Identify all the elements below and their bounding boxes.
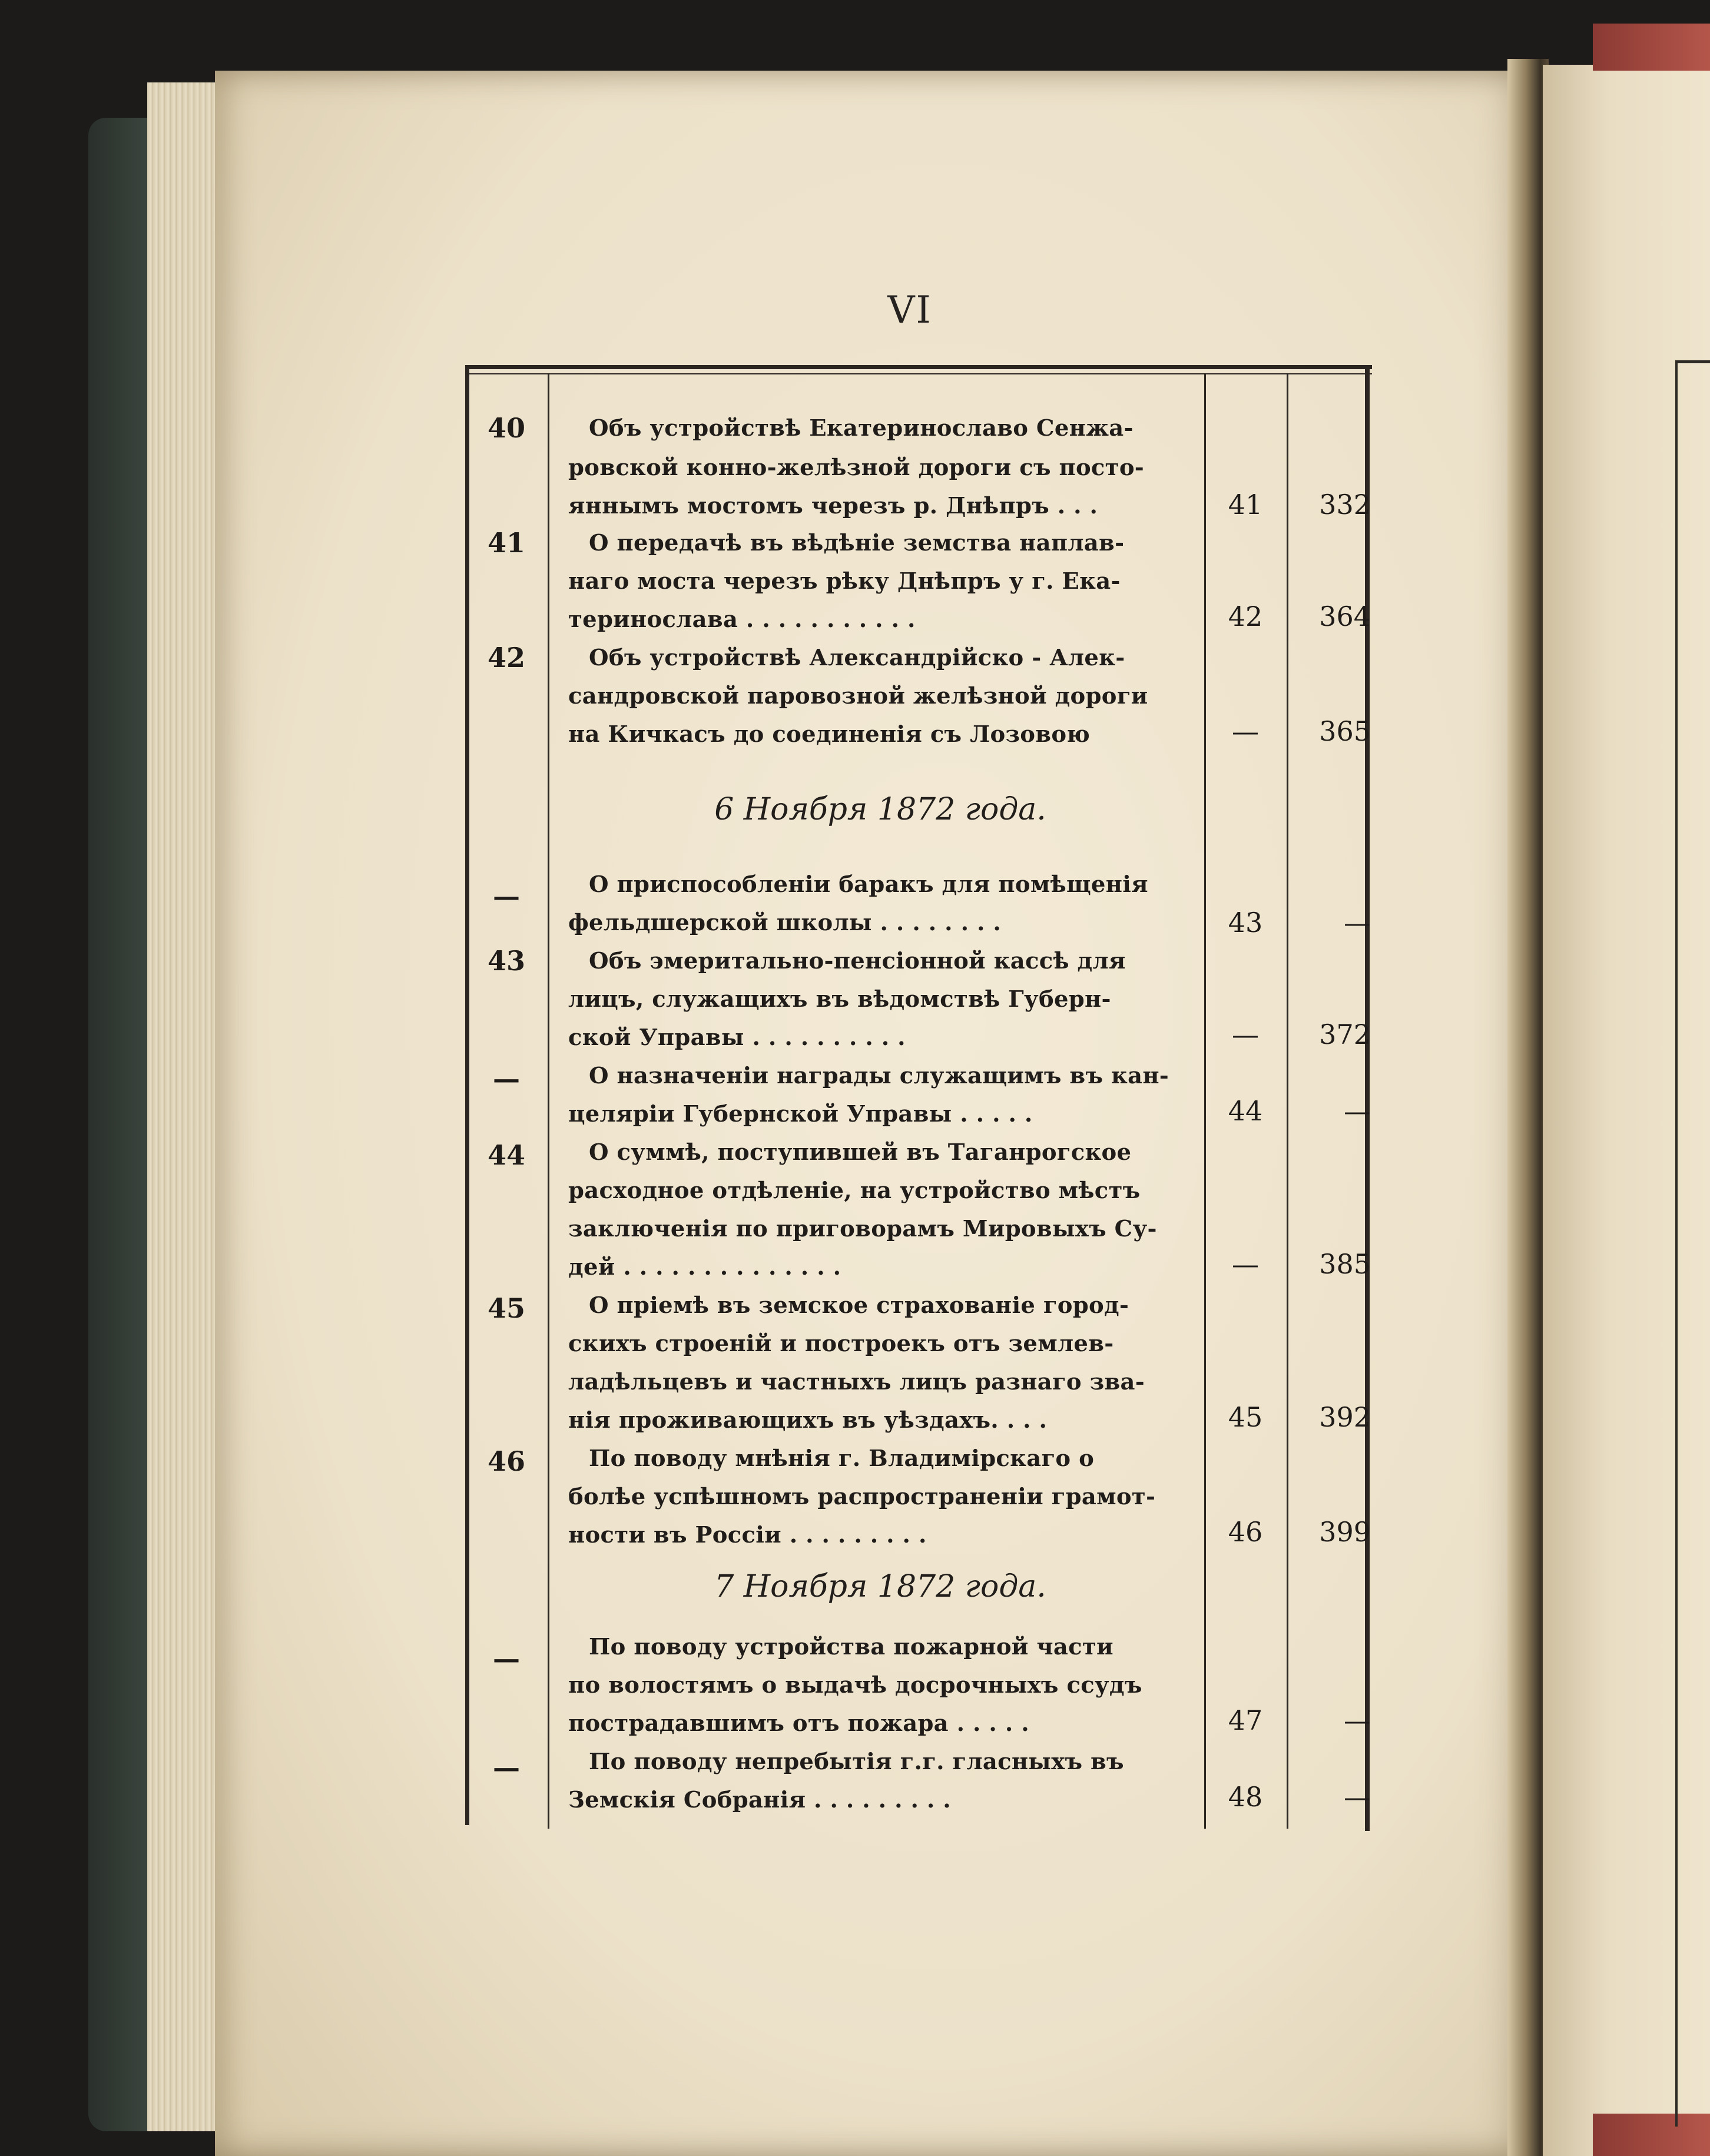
entry-line: Объ устройствѣ Екатеринославо Сенжа- bbox=[589, 415, 1134, 442]
entry-line: расходное отдѣленіе, на устройство мѣстъ bbox=[568, 1177, 1141, 1204]
row-number: 42 bbox=[487, 642, 525, 674]
right-page-table-rule bbox=[1675, 360, 1710, 363]
col3-ref: 332 bbox=[1319, 489, 1371, 520]
col3-ref: 365 bbox=[1319, 715, 1371, 747]
bookmark-ribbon-top bbox=[1593, 24, 1710, 71]
page-ref: — bbox=[1232, 715, 1259, 747]
col3-ref: — bbox=[1344, 907, 1371, 938]
entry-line: яннымъ мостомъ черезъ р. Днѣпръ . . . bbox=[568, 493, 1098, 519]
right-page-table-rule-vertical bbox=[1675, 360, 1678, 2127]
entry-line: пострадавшимъ отъ пожара . . . . . bbox=[568, 1710, 1029, 1737]
entry-line: болѣе успѣшномъ распространеніи грамот- bbox=[568, 1484, 1156, 1510]
col3-ref: — bbox=[1344, 1781, 1371, 1813]
bookmark-ribbon-bottom bbox=[1593, 2114, 1710, 2156]
col3-ref: 392 bbox=[1319, 1401, 1371, 1433]
table-rule-top-thin bbox=[465, 373, 1372, 374]
page-edges-left bbox=[147, 82, 224, 2131]
row-number: 45 bbox=[487, 1292, 525, 1324]
entry-line: на Кичкасъ до соединенія съ Лозовою bbox=[568, 721, 1091, 748]
entry-line: О пріемѣ въ земское страхованіе город- bbox=[589, 1292, 1129, 1319]
page-ref: 47 bbox=[1228, 1704, 1263, 1736]
page-ref: 44 bbox=[1228, 1095, 1263, 1127]
entry-line: лицъ, служащихъ въ вѣдомствѣ Губерн- bbox=[568, 986, 1111, 1013]
entry-line: по волостямъ о выдачѣ досрочныхъ ссудъ bbox=[568, 1672, 1142, 1699]
page-ref: — bbox=[1232, 1019, 1259, 1050]
entry-line: По поводу мнѣнія г. Владимірскаго о bbox=[589, 1445, 1095, 1472]
page-ref: 48 bbox=[1228, 1781, 1263, 1813]
page-ref: 41 bbox=[1228, 489, 1263, 520]
table-rule-left bbox=[465, 365, 469, 1825]
page-ref: 45 bbox=[1228, 1401, 1263, 1433]
entry-line: теринослава . . . . . . . . . . . bbox=[568, 606, 916, 633]
row-number: — bbox=[493, 1063, 520, 1094]
page-ref: 46 bbox=[1228, 1516, 1263, 1548]
entry-line: фельдшерской школы . . . . . . . . bbox=[568, 910, 1002, 936]
entry-line: ности въ Россіи . . . . . . . . . bbox=[568, 1522, 927, 1548]
entry-line: дей . . . . . . . . . . . . . . bbox=[568, 1254, 841, 1281]
entry-line: целяріи Губернской Управы . . . . . bbox=[568, 1101, 1033, 1127]
page-number: VI bbox=[887, 288, 932, 332]
row-number: — bbox=[493, 1643, 520, 1674]
row-number: 41 bbox=[487, 527, 525, 559]
entry-line: ровской конно-желѣзной дороги съ посто- bbox=[568, 455, 1145, 481]
page-ref: 43 bbox=[1228, 907, 1263, 938]
col3-ref: 399 bbox=[1319, 1516, 1371, 1548]
col3-ref: 372 bbox=[1319, 1019, 1371, 1050]
date-heading: 7 Ноября 1872 года. bbox=[714, 1569, 1046, 1604]
entry-line: скихъ строеній и построекъ отъ землев- bbox=[568, 1331, 1114, 1357]
entry-line: По поводу непребытія г.г. гласныхъ въ bbox=[589, 1749, 1124, 1775]
entry-line: нія проживающихъ въ уѣздахъ. . . . bbox=[568, 1407, 1048, 1434]
entry-line: сандровской паровозной желѣзной дороги bbox=[568, 683, 1148, 709]
row-number: — bbox=[493, 1752, 520, 1783]
entry-line: наго моста черезъ рѣку Днѣпръ у г. Ека- bbox=[568, 568, 1121, 595]
row-number: — bbox=[493, 880, 520, 912]
date-heading: 6 Ноября 1872 года. bbox=[714, 792, 1046, 827]
entry-line: По поводу устройства пожарной части bbox=[589, 1634, 1114, 1660]
page-ref: — bbox=[1232, 1248, 1259, 1280]
row-number: 46 bbox=[487, 1445, 525, 1477]
entry-line: О передачѣ въ вѣдѣніе земства наплав- bbox=[589, 530, 1125, 556]
col3-ref: 364 bbox=[1319, 601, 1371, 632]
right-page-sliver bbox=[1543, 65, 1710, 2156]
entry-line: Земскія Собранія . . . . . . . . . bbox=[568, 1787, 951, 1813]
row-number: 43 bbox=[487, 945, 525, 977]
col3-ref: 385 bbox=[1319, 1248, 1371, 1280]
entry-line: О приспособленіи баракъ для помѣщенія bbox=[589, 871, 1148, 898]
row-number: 40 bbox=[487, 412, 525, 444]
col3-ref: — bbox=[1344, 1095, 1371, 1127]
row-number: 44 bbox=[487, 1139, 525, 1171]
table-rule-top bbox=[465, 365, 1372, 369]
table-rule-column-1 bbox=[548, 374, 549, 1829]
entry-line: Объ устройствѣ Александрійско - Алек- bbox=[589, 645, 1125, 671]
entry-line: ской Управы . . . . . . . . . . bbox=[568, 1024, 906, 1051]
col3-ref: — bbox=[1344, 1704, 1371, 1736]
entry-line: Объ эмеритально-пенсіонной кассѣ для bbox=[589, 948, 1126, 974]
entry-line: заключенія по приговорамъ Мировыхъ Су- bbox=[568, 1216, 1157, 1242]
entry-line: ладѣльцевъ и частныхъ лицъ разнаго зва- bbox=[568, 1369, 1145, 1395]
page-ref: 42 bbox=[1228, 601, 1263, 632]
entry-line: О суммѣ, поступившей въ Таганрогское bbox=[589, 1139, 1132, 1166]
entry-line: О назначеніи награды служащимъ въ кан- bbox=[589, 1063, 1169, 1089]
